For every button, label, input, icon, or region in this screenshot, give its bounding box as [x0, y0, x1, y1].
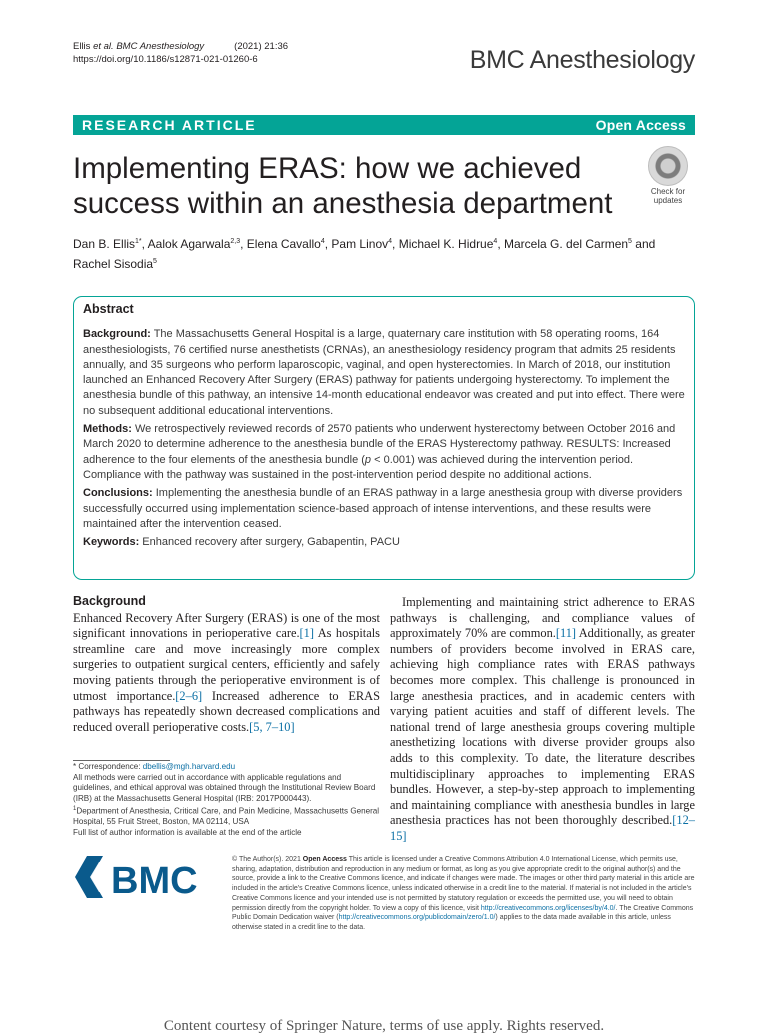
- abstract-methods: Methods: We retrospectively reviewed records of 2570 patients who underwent hysterectomy between October 2016 and March 2020 to determine adherence to the anesthesia bundle of the ERAS Hysterectomy pathway. RESULTS: Increased adherence to the four elements of the anesthesia bundle (p < 0.001) was achieved during the intervention period. Compliance with the pathway was sustained in the post-intervention period despite no additional actions.: [83, 423, 676, 481]
- check-updates-line2: updates: [653, 195, 683, 205]
- correspondence-email[interactable]: dbellis@mgh.harvard.edu: [142, 762, 236, 771]
- author-list: Dan B. Ellis$^{1*}$, Aalok Agarwala$^{2,3}$, Elena Cavallo$^4$, Pam Linov$^4$, Michael K. Hidrue$^4$, Marcela G. del Carmen$^5$ and Rachel Sisodia$^5$: [73, 237, 656, 271]
- year-volume: (2021) 21:36: [234, 41, 289, 52]
- affiliation: $^1$Department of Anesthesia, Critical Care, and Pain Medicine, Massachusetts General Hospital, 55 Fruit Street, Boston, MA 02114, USA: [73, 806, 380, 827]
- body-right-column: Implementing and maintaining strict adherence to ERAS pathways is challenging, and compliance values of approximately 70% are common.[11] Additionally, as greater numbers of providers become involved in ERAS care, achieving high compliance rates with ERAS pathways becomes more complex. This challenge is pronounced in large anesthesia practices, and in academic centers with varying patient acuities and staff of different levels. The national trend of large anesthesia groups covering multiple anesthetizing locations with diverse provider groups also adds to this complexity. To date, the literature describes multidisciplinary approaches to implementing ERAS bundles. However, a step-by-step approach to implementing and maintaining compliance with anesthesia bundles in large anesthesia practices has not been thoroughly described.[12–15]: [390, 595, 695, 843]
- citation-link[interactable]: [2–6]: [175, 688, 203, 703]
- author-short: Ellis: [73, 41, 91, 52]
- check-updates-line1: Check for: [650, 187, 686, 196]
- author-name[interactable]: Michael K. Hidrue: [398, 237, 494, 251]
- public-domain-link[interactable]: http://creativecommons.org/publicdomain/zero/1.0/: [338, 914, 496, 922]
- et-al: et al.: [93, 41, 114, 52]
- crossmark-icon: [648, 146, 688, 186]
- abstract-conclusions: Conclusions: Implementing the anesthesia bundle of an ERAS pathway in a large anesthesia group with diverse providers successfully occurred using implementation science-based approach of intense interventions, and these results were maintained after the intervention ceased.: [83, 487, 683, 530]
- author-name[interactable]: Pam Linov: [331, 237, 389, 251]
- article-type: RESEARCH ARTICLE: [82, 117, 257, 133]
- author-name[interactable]: Marcela G. del Carmen: [504, 237, 629, 251]
- author-name[interactable]: Rachel Sisodia: [73, 257, 154, 271]
- bmc-logo-mark: [75, 856, 103, 898]
- courtesy-line: Content courtesy of Springer Nature, terms of use apply. Rights reserved.: [163, 1018, 605, 1034]
- author-affiliation: 1*: [135, 238, 142, 245]
- bmc-logo: [73, 852, 213, 902]
- license-text: © The Author(s). 2021 Open Access This article is licensed under a Creative Commons Attribution 4.0 International License, which permits use, sharing, adaptation, distribution and reproduction in any medium or format, as long as you give appropriate credit to the original author(s) and the source, provide a link to the Creative Commons licence, and indicate if changes were made. The images or other third party material in this article are included in the article's Creative Commons licence, unless indicated otherwise in a credit line to the material. If material is not included in the article's Creative Commons licence and your intended use is not permitted by statutory regulation or exceeds the permitted use, you will need to obtain permission directly from the copyright holder. To view a copy of this licence, visit http://creativecommons.org/licenses/by/4.0/. The Creative Commons Public Domain Dedication waiver (http://creativecommons.org/publicdomain/zero/1.0/) applies to the data made available in this article, unless otherwise stated in a credit line to the data.: [232, 856, 695, 931]
- abstract-heading: Abstract: [83, 302, 134, 316]
- journal-short: BMC Anesthesiology: [116, 41, 205, 52]
- license-link[interactable]: http://creativecommons.org/licenses/by/4.0/: [480, 904, 616, 912]
- abstract-keywords: Keywords: Enhanced recovery after surgery, Gabapentin, PACU: [83, 536, 400, 549]
- author-affiliation: 4: [388, 238, 393, 245]
- author-affiliation: 5: [628, 238, 632, 245]
- footnotes: [73, 762, 380, 838]
- full-list-note: Full list of author information is available at the end of the article: [73, 827, 302, 837]
- footnote-divider: [73, 760, 170, 761]
- author-name[interactable]: Elena Cavallo: [246, 237, 321, 251]
- check-for-updates-badge[interactable]: [641, 146, 695, 205]
- abstract-box: [73, 296, 695, 580]
- citation-link[interactable]: [11]: [555, 626, 577, 641]
- author-name[interactable]: Dan B. Ellis: [73, 237, 136, 251]
- author-affiliation: 4: [320, 238, 325, 245]
- background-paragraph: Enhanced Recovery After Surgery (ERAS) is one of the most significant innovations in perioperative care.[1] As hospitals streamline care and move increasingly more complex surgeries to outpatient surgical centers, efficiently and safely moving patients through the perioperative environment is of utmost importance.[2–6] Increased adherence to ERAS pathways has repeatedly shown decreased complications and reduced overall perioperative costs.[5, 7–10]: [73, 610, 381, 734]
- author-affiliation: 5: [153, 258, 157, 265]
- citation-header: [73, 40, 288, 66]
- section-heading: Background: [73, 594, 146, 608]
- citation-link[interactable]: [5, 7–10]: [249, 719, 295, 734]
- correspondence: * Correspondence: dbellis@mgh.harvard.edu: [73, 762, 236, 771]
- bmc-logo-text: BMC: [111, 860, 198, 902]
- author-affiliation: 2,3: [230, 238, 241, 245]
- journal-brand: BMC Anesthesiology: [469, 46, 695, 74]
- citation-link[interactable]: [1]: [299, 626, 314, 641]
- body-left-column: [73, 594, 380, 735]
- open-access-label: Open Access: [595, 117, 686, 133]
- article-type-banner: [73, 115, 695, 135]
- abstract-background: Background: The Massachusetts General Hospital is a large, quaternary care institution with 58 operating rooms, 164 anesthesiologists, 76 certified nurse anesthetists (CRNAs), an anesthesiology residency program that admits 25 residents annually, and 35 surgeons who perform laparoscopic, vaginal, and open hysterectomies. In March of 2018, our institution launched an Enhanced Recovery After Surgery (ERAS) pathway for patients undergoing hysterectomy. To implement the anesthesia bundle of this pathway, an intensive 14-month educational endeavor was created and put into effect. There were no subsequent additional educational interventions.: [83, 328, 685, 417]
- doi-link[interactable]: https://doi.org/10.1186/s12871-021-01260-6: [73, 54, 258, 65]
- methods-note: All methods were carried out in accordance with applicable regulations and guidelines, and ethical approval was obtained through the Institutional Review Board (IRB) at the Massachusetts General Hospital (IRB: 2017P000443).: [73, 772, 376, 803]
- author-affiliation: 4: [493, 238, 498, 245]
- author-name[interactable]: Aalok Agarwala: [147, 237, 231, 251]
- article-title: Implementing ERAS: how we achieved success within an anesthesia department: [73, 152, 613, 220]
- citation-link[interactable]: [12–15]: [390, 813, 695, 843]
